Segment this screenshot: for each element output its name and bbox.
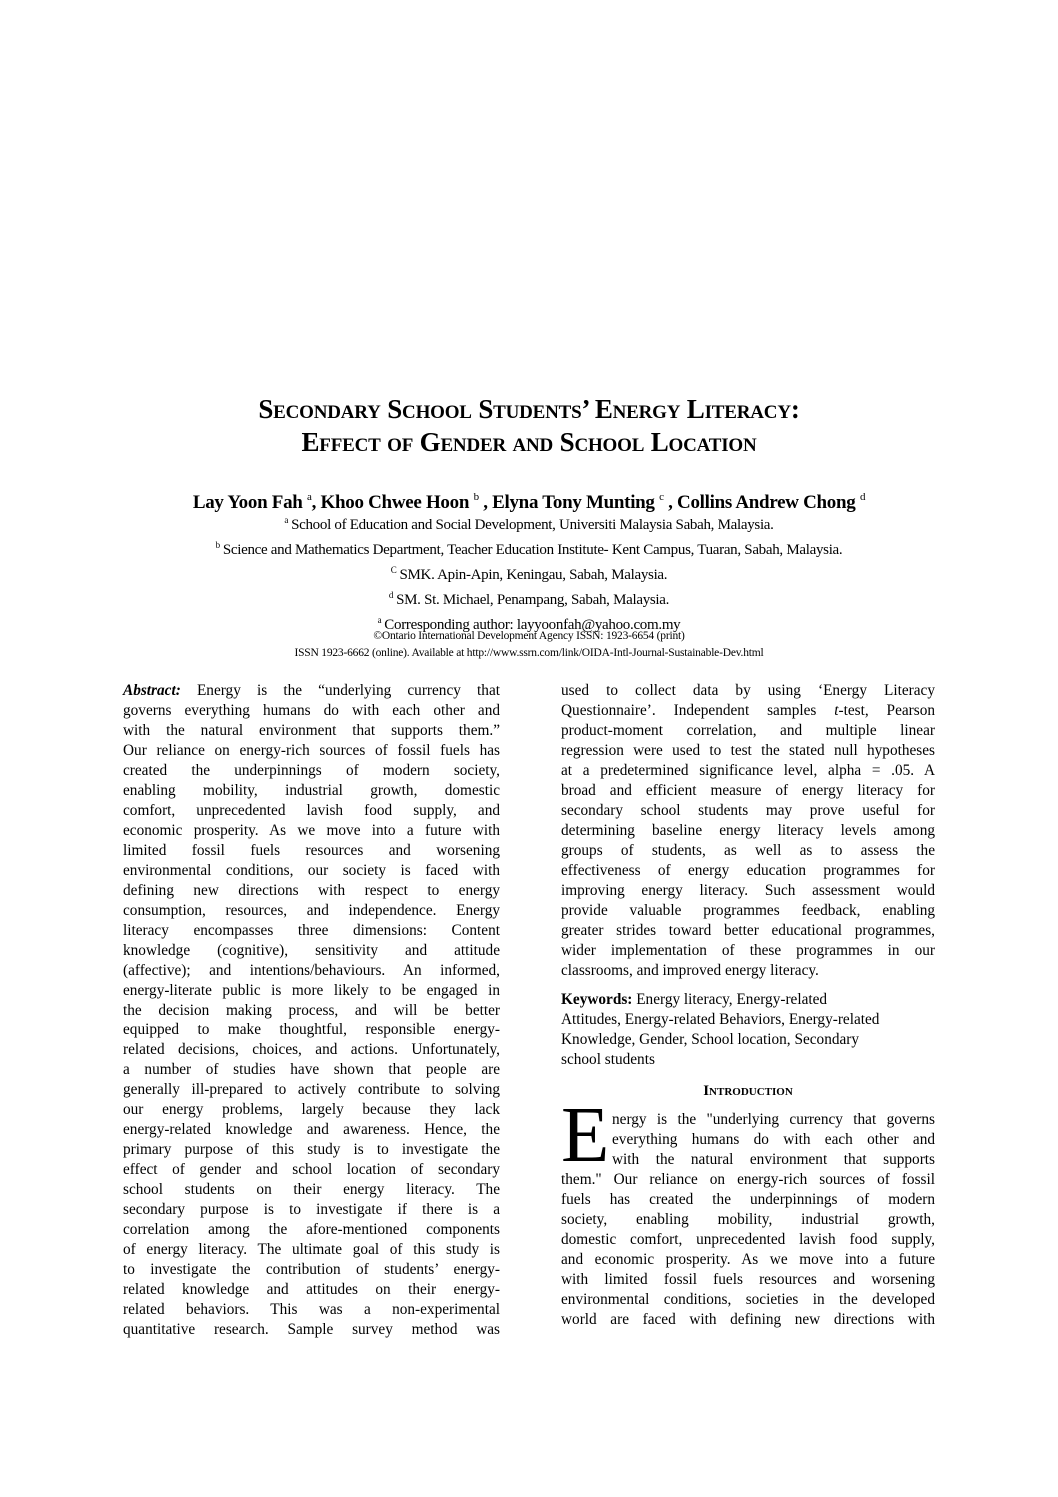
text-line xyxy=(123,1020,500,1040)
text-line xyxy=(561,681,935,701)
text-line xyxy=(561,881,935,901)
text-line xyxy=(561,761,935,781)
text-line xyxy=(561,741,935,761)
author-name: Lay Yoon Fah xyxy=(192,492,303,513)
title-line-2: Effect of Gender and School Location xyxy=(301,427,757,457)
keywords-line: Knowledge, Gender, School location, Secondary xyxy=(561,1030,860,1048)
affiliation-mark: b xyxy=(215,540,220,550)
line-text: defining new directions with respect to energy xyxy=(123,881,500,899)
affiliation xyxy=(0,585,1058,610)
line-text: generally ill-prepared to actively contribute to solving xyxy=(123,1081,500,1099)
text-line xyxy=(561,1250,935,1270)
text-line xyxy=(561,1210,935,1230)
line-text: energy-literate public is more likely to be engaged in xyxy=(123,981,500,999)
line-text: limited fossil fuels resources and worsening xyxy=(123,841,500,859)
drop-cap: E xyxy=(561,1092,610,1179)
text-line xyxy=(123,1320,500,1340)
author-mark: b xyxy=(473,491,479,503)
text-line xyxy=(123,681,500,701)
line-text: groups of students, as well as to assess the xyxy=(561,841,935,859)
abstract-right-column xyxy=(561,681,935,981)
text-line xyxy=(123,1040,500,1060)
line-text: secondary purpose is to investigate if there is a xyxy=(123,1201,500,1219)
line-text: energy-related knowledge and awareness. Hence, the xyxy=(123,1121,500,1139)
line-text: fuels has created the underpinnings of modern xyxy=(561,1190,935,1208)
text-line xyxy=(123,741,500,761)
title-line-1: Secondary School Students’ Energy Literacy: xyxy=(258,394,800,424)
text-line xyxy=(561,721,935,741)
abstract-left-column xyxy=(123,681,500,1340)
line-text: economic prosperity. As we move into a future with xyxy=(123,821,500,839)
text-line xyxy=(123,1220,500,1240)
line-text: created the underpinnings of modern society, xyxy=(123,761,500,779)
text-line xyxy=(123,981,500,1001)
line-text: broad and efficient measure of energy literacy for xyxy=(561,781,935,799)
text-line xyxy=(123,781,500,801)
line-text: with limited fossil fuels resources and worsening xyxy=(561,1270,935,1288)
text-line xyxy=(123,941,500,961)
text-line xyxy=(561,801,935,821)
line-text: related behaviors. This was a non-experimental xyxy=(123,1301,500,1319)
keywords-label: Keywords: xyxy=(561,991,633,1008)
line-text: a number of studies have shown that people are xyxy=(123,1061,500,1079)
text-line xyxy=(123,1100,500,1120)
line-text: quantitative research. Sample survey method was xyxy=(123,1321,500,1338)
affiliation-mark: a xyxy=(377,615,382,625)
line-text: secondary school students may prove useful for xyxy=(561,801,935,819)
line-text: equipped to make thoughtful, responsible energy- xyxy=(123,1021,500,1039)
line-text: consumption, resources, and independence. Energy xyxy=(123,901,500,919)
text-line xyxy=(123,1300,500,1320)
line-text: and economic prosperity. As we move into a future xyxy=(561,1250,935,1268)
keywords-line: Keywords: Energy literacy, Energy-related xyxy=(561,991,828,1008)
line-text: of energy literacy. The ultimate goal of this study is xyxy=(123,1241,500,1259)
line-text: regression were used to test the stated null hypotheses xyxy=(561,741,935,759)
text-line xyxy=(561,1170,935,1190)
text-line xyxy=(123,1180,500,1200)
text-line xyxy=(612,1150,935,1170)
keywords-line: Attitudes, Energy-related Behaviors, Energy-related xyxy=(561,1010,880,1028)
text-line xyxy=(561,941,935,961)
line-text: related decisions, choices, and actions. Unfortunately, xyxy=(123,1041,500,1059)
line-text: product-moment correlation, and multiple linear xyxy=(561,721,935,739)
affiliation-text: School of Education and Social Development, Universiti Malaysia Sabah, Malaysia. xyxy=(291,517,774,533)
affiliation-mark: a xyxy=(284,515,289,525)
text-line xyxy=(561,921,935,941)
line-text: school students on their energy literacy. The xyxy=(123,1181,500,1199)
line-text: Our reliance on energy-rich sources of fossil fuels has xyxy=(123,741,500,759)
line-text: with the natural environment that supports xyxy=(612,1150,935,1168)
line-text: environmental conditions, societies in the developed xyxy=(561,1290,935,1308)
line-text: environmental conditions, our society is faced with xyxy=(123,861,500,879)
corresponding-author-text: Corresponding author: layyoonfah@yahoo.com.my xyxy=(384,617,681,633)
line-text: our energy problems, largely because they lack xyxy=(123,1101,500,1119)
text-line xyxy=(123,801,500,821)
text-line xyxy=(561,1230,935,1250)
keywords-line: school students xyxy=(561,1050,655,1068)
author-mark: a xyxy=(307,491,312,503)
text-line xyxy=(123,1120,500,1140)
text-line xyxy=(123,761,500,781)
line-text: to investigate the contribution of students’ energy- xyxy=(123,1261,500,1279)
line-text: related knowledge and attitudes on their energy- xyxy=(123,1281,500,1299)
line-text: nergy is the "underlying currency that governs xyxy=(612,1111,935,1128)
line-text: greater strides toward better educational programmes, xyxy=(561,921,935,939)
line-text: governs everything humans do with each other and xyxy=(123,701,500,719)
affiliation-text: SM. St. Michael, Penampang, Sabah, Malaysia. xyxy=(396,592,670,608)
line-text: the decision making process, and will be better xyxy=(123,1001,500,1019)
text-line xyxy=(561,1310,935,1330)
line-text: provide valuable programmes feedback, enabling xyxy=(561,901,935,919)
text-line xyxy=(123,1240,500,1260)
line-text: correlation among the afore-mentioned components xyxy=(123,1221,500,1239)
author-mark: c xyxy=(659,491,664,503)
text-line xyxy=(123,881,500,901)
text-line xyxy=(123,1260,500,1280)
introduction-body xyxy=(561,1110,935,1330)
issn-line-1: ©Ontario International Development Agency ISSN: 1923-6654 (print) xyxy=(373,630,685,642)
affiliation-text: Science and Mathematics Department, Teacher Education Institute- Kent Campus, Tuaran, Sabah, Malaysia. xyxy=(222,542,843,558)
author-name: Collins Andrew Chong xyxy=(677,492,856,513)
text-line xyxy=(123,1160,500,1180)
line-text: classrooms, and improved energy literacy. xyxy=(561,961,819,979)
text-line xyxy=(123,841,500,861)
affiliations xyxy=(0,510,1058,635)
text-line xyxy=(123,901,500,921)
text-line xyxy=(123,701,500,721)
line-text: improving energy literacy. Such assessment would xyxy=(561,881,935,899)
line-text: at a predetermined significance level, alpha = .05. A xyxy=(561,761,935,779)
affiliation-mark: d xyxy=(388,590,394,600)
line-text: (affective); and intentions/behaviours. An informed, xyxy=(123,961,500,979)
text-line xyxy=(561,901,935,921)
text-line xyxy=(123,821,500,841)
author-mark: d xyxy=(859,491,866,503)
line-text: Energy is the “underlying currency that xyxy=(180,682,500,699)
affiliation xyxy=(0,535,1058,560)
line-text: effect of gender and school location of secondary xyxy=(123,1161,500,1179)
line-text: wider implementation of these programmes in our xyxy=(561,941,935,959)
line-text: with the natural environment that supports them.” xyxy=(123,721,500,739)
text-line xyxy=(123,921,500,941)
text-line xyxy=(561,841,935,861)
line-text: literacy encompasses three dimensions: Content xyxy=(123,921,500,939)
text-line xyxy=(123,1200,500,1220)
line-text: world are faced with defining new directions with xyxy=(561,1310,935,1328)
text-line xyxy=(561,781,935,801)
author-name: Elyna Tony Munting xyxy=(492,492,655,513)
text-line xyxy=(612,1130,935,1150)
text-line xyxy=(123,861,500,881)
text-line xyxy=(561,1270,935,1290)
text-line xyxy=(561,961,935,981)
line-text: primary purpose of this study is to investigate the xyxy=(123,1141,500,1159)
line-text: used to collect data by using ‘Energy Literacy xyxy=(561,682,935,699)
line-text: enabling mobility, industrial growth, domestic xyxy=(123,781,500,799)
text-line xyxy=(123,1140,500,1160)
issn-line-2: ISSN 1923-6662 (online). Available at http://www.ssrn.com/link/OIDA-Intl-Journal-Sustainable-Dev.html xyxy=(294,647,764,659)
line-text: domestic comfort, unprecedented lavish food supply, xyxy=(561,1230,935,1248)
text-line xyxy=(123,1001,500,1021)
line-text: them." Our reliance on energy-rich sources of fossil xyxy=(561,1170,935,1188)
line-text: determining baseline energy literacy levels among xyxy=(561,821,935,839)
affiliation xyxy=(0,510,1058,535)
issn-notice xyxy=(0,628,1058,662)
text-line xyxy=(561,821,935,841)
line-text: Questionnaire’. Independent samples t-test, Pearson xyxy=(561,701,935,719)
text-line xyxy=(561,1290,935,1310)
text-line xyxy=(561,701,935,721)
line-text: society, enabling mobility, industrial growth, xyxy=(561,1210,935,1228)
text-line xyxy=(123,721,500,741)
text-line xyxy=(123,1080,500,1100)
line-text: knowledge (cognitive), sensitivity and attitude xyxy=(123,941,500,959)
line-text: effectiveness of energy education programmes for xyxy=(561,861,935,879)
affiliation-mark: C xyxy=(390,565,397,575)
line-text: comfort, unprecedented lavish food supply, and xyxy=(123,801,500,819)
affiliation xyxy=(0,560,1058,585)
text-line xyxy=(123,1060,500,1080)
section-heading-introduction: Introduction xyxy=(703,1083,793,1099)
text-line xyxy=(123,1280,500,1300)
text-line xyxy=(561,861,935,881)
affiliation-text: SMK. Apin-Apin, Keningau, Sabah, Malaysia. xyxy=(399,567,668,583)
text-line xyxy=(123,961,500,981)
text-line xyxy=(561,1190,935,1210)
keywords xyxy=(561,990,935,1070)
text-line xyxy=(612,1110,935,1130)
author-name: Khoo Chwee Hoon xyxy=(320,492,470,513)
author-list: Lay Yoon Fah $^a$, Khoo Chwee Hoon $^b$ , Elyna Tony Munting $^c$ , Collins Andrew Chong $^d$ xyxy=(192,491,866,513)
paper-title xyxy=(0,393,1058,459)
abstract-label: Abstract: xyxy=(123,682,181,699)
line-text: everything humans do with each other and xyxy=(612,1130,935,1148)
